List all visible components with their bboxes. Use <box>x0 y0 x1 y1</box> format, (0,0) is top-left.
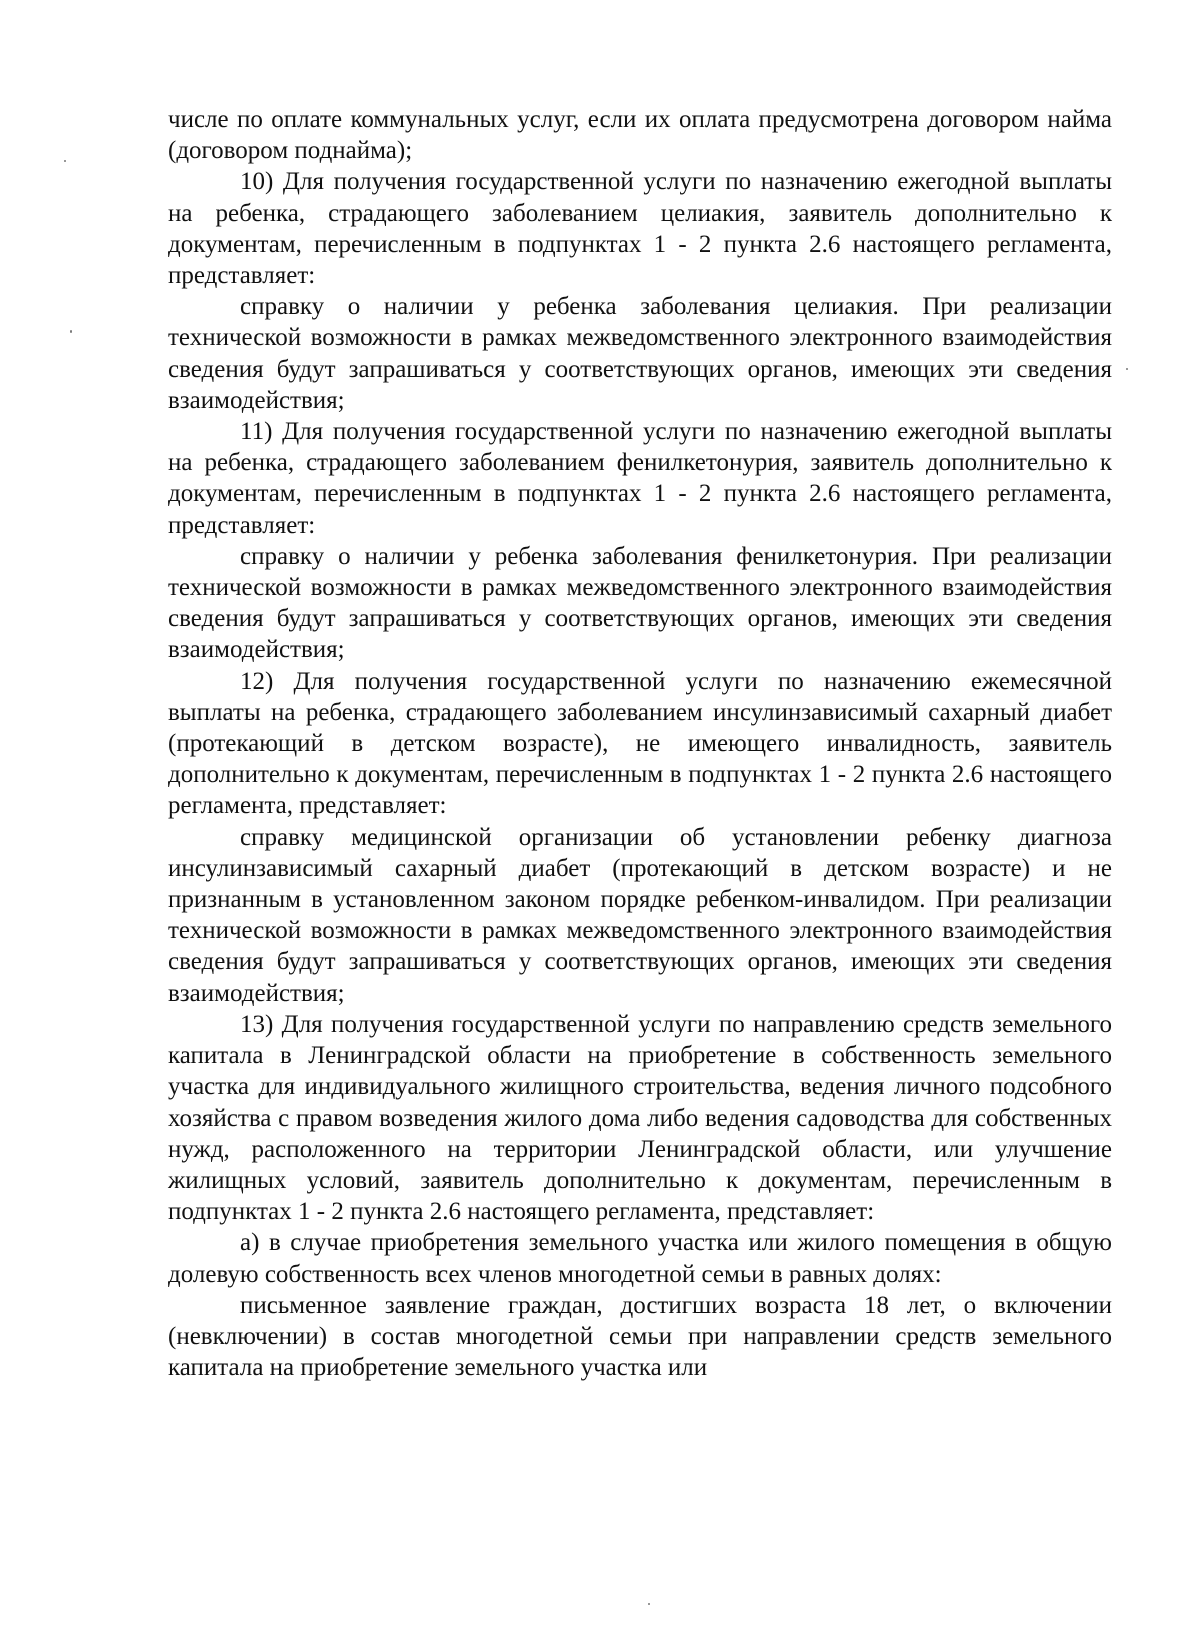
paragraph-2: 10) Для получения государственной услуги по назначению ежегодной выплаты на ребенка, страдающего заболеванием целиакия, заявитель дополнительно к документам, перечисленным в подпунктах 1 - 2 пункта 2.6 настоящего регламента, представляет: <box>168 168 1112 290</box>
paragraph-8: 13) Для получения государственной услуги по направлению средств земельного капитала в Ленинградской области на приобретение в собственность земельного участка для индивидуального жилищного строительства, ведения личного подсобного хозяйства с правом возведения жилого дома либо ведения садоводства для собственных нужд, расположенного на территории Ленинградской области, или улучшение жилищных условий, заявитель дополнительно к документам, перечисленным в подпунктах 1 - 2 пункта 2.6 настоящего регламента, представляет: <box>168 1010 1112 1226</box>
paragraph-10: письменное заявление граждан, достигших возраста 18 лет, о включении (невключении) в состав многодетной семьи при направлении средств земельного капитала на приобретение земельного участка или <box>168 1291 1112 1382</box>
paragraph-6: 12) Для получения государственной услуги по назначению ежемесячной выплаты на ребенка, страдающего заболеванием инсулинзависимый сахарный диабет (протекающий в детском возрасте), не имеющего инвалидность, заявитель дополнительно к документам, перечисленным в подпунктах 1 - 2 пункта 2.6 настоящего регламента, представляет: <box>168 667 1112 820</box>
paragraph-3: справку о наличии у ребенка заболевания целиакия. При реализации технической возможности в рамках межведомственного электронного взаимодействия сведения будут запрашиваться у соответствующих органов, имеющих эти сведения взаимодействия; <box>168 293 1112 414</box>
scan-speck <box>648 1603 650 1605</box>
document-body <box>168 104 1112 1383</box>
paragraph-9: а) в случае приобретения земельного участка или жилого помещения в общую долевую собственность всех членов многодетной семьи в равных долях: <box>168 1229 1112 1288</box>
paragraph-4: 11) Для получения государственной услуги по назначению ежегодной выплаты на ребенка, страдающего заболеванием фенилкетонурия, заявитель дополнительно к документам, перечисленным в подпунктах 1 - 2 пункта 2.6 настоящего регламента, представляет: <box>168 418 1112 539</box>
paragraph-1: числе по оплате коммунальных услуг, если их оплата предусмотрена договором найма (договором поднайма); <box>168 106 1112 165</box>
scan-speck <box>70 330 72 333</box>
paragraph-5: справку о наличии у ребенка заболевания фенилкетонурия. При реализации технической возможности в рамках межведомственного электронного взаимодействия сведения будут запрашиваться у соответствующих органов, имеющих эти сведения взаимодействия; <box>168 542 1112 664</box>
paragraph-7: справку медицинской организации об установлении ребенку диагноза инсулинзависимый сахарный диабет (протекающий в детском возрасте) и не признанным в установленном законом порядке ребенком-инвалидом. При реализации технической возможности в рамках межведомственного электронного взаимодействия сведения будут запрашиваться у соответствующих органов, имеющих эти сведения взаимодействия; <box>168 823 1112 1007</box>
scan-speck <box>1126 368 1128 370</box>
scan-speck <box>64 160 66 162</box>
